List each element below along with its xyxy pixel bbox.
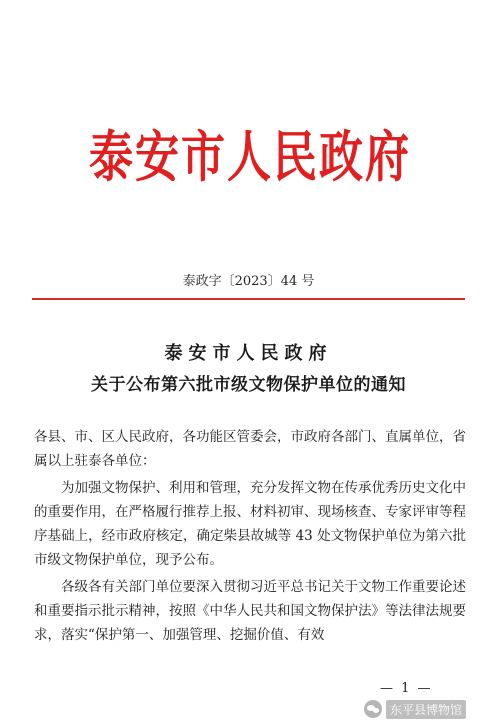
document-body	[34, 425, 466, 650]
issuer-header-title: 泰安市人民政府	[89, 125, 411, 190]
wechat-icon	[364, 700, 382, 718]
red-separator-line	[32, 298, 465, 300]
body-paragraph-1: 为加强文物保护、利用和管理，充分发挥文物在传承优秀历史文化中的重要作用，在严格履行推荐上报、材料初审、现场核查、专家评审等程序基础上，经市政府核定，确定柴县故城等 43 处文物保护单位为第六批市级文物保护单位，现予公布。	[34, 480, 466, 568]
body-paragraph-2: 各级各有关部门单位要深入贯彻习近平总书记关于文物工作重要论述和重要指示批示精神，按照《中华人民共和国文物保护法》等法律法规要求，落实“保护第一、加强管理、挖掘价值、有效	[34, 579, 466, 643]
notice-subject-title: 关于公布第六批市级文物保护单位的通知	[91, 375, 406, 395]
watermark-label: 东平县博物馆	[386, 700, 466, 719]
recipients-paragraph: 各县、市、区人民政府，各功能区管委会，市政府各部门、直属单位，省属以上驻泰各单位：	[34, 429, 466, 469]
notice-issuing-org: 泰安市人民政府	[164, 343, 333, 364]
document-number: 泰政字〔2023〕44 号	[182, 274, 315, 289]
page-number: — 1 —	[380, 681, 433, 696]
source-watermark	[364, 698, 466, 720]
